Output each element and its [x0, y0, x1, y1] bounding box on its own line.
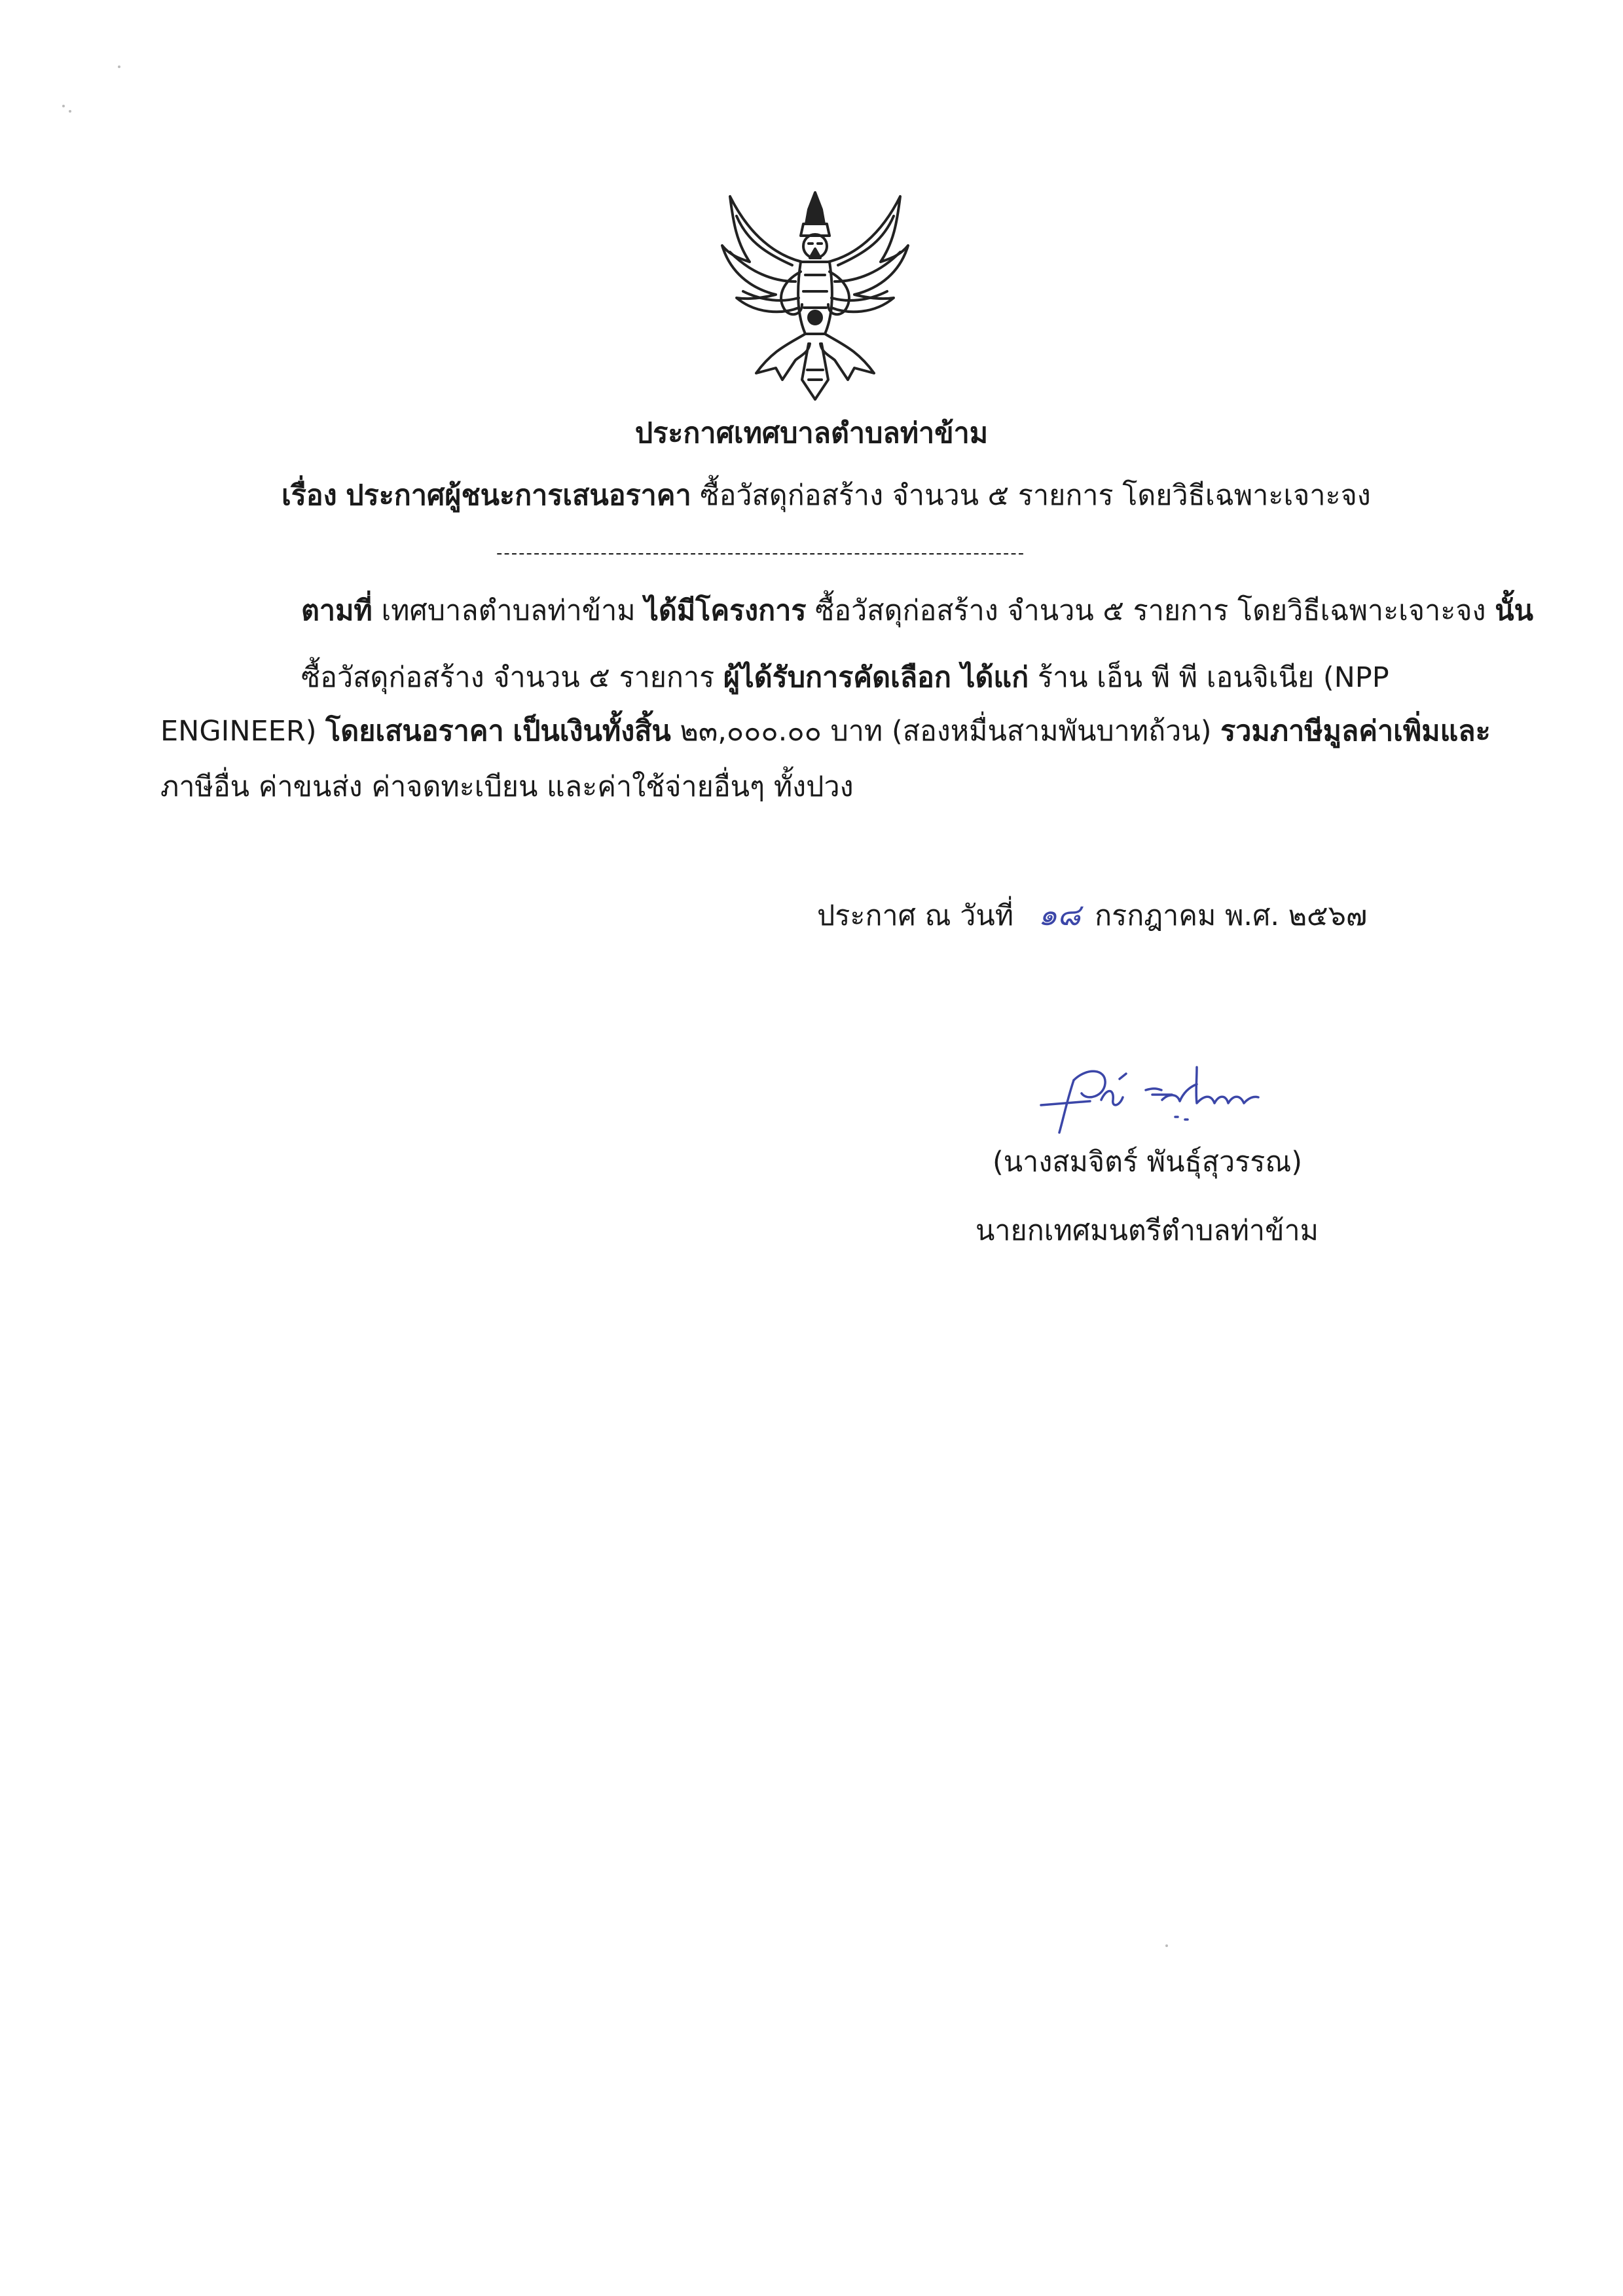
p3-a: ENGINEER): [160, 715, 317, 748]
p2-b: ผู้ได้รับการคัดเลือก ได้แก่: [723, 661, 1029, 694]
date-day-handwritten: ๑๘: [1038, 897, 1081, 932]
date-month-year: กรกฎาคม พ.ศ. ๒๕๖๗: [1095, 900, 1368, 932]
divider-line: -----------------------------------------------------------------------: [496, 543, 1026, 563]
signer-position: นายกเทศมนตรีตำบลท่าข้าม: [976, 1214, 1319, 1247]
scan-speck: [62, 105, 65, 107]
scan-speck: [69, 110, 71, 113]
p3-d: ๒๓,๐๐๐.๐๐ บาท (สองหมื่นสามพันบาทถ้วน): [680, 715, 1212, 748]
garuda-emblem: [710, 183, 920, 403]
p1-b: เทศบาลตำบลท่าข้าม: [381, 594, 636, 627]
p3-b: โดยเสนอราคา: [325, 715, 504, 748]
date-prefix: ประกาศ ณ วันที่: [817, 900, 1014, 932]
scan-speck: [1165, 1944, 1168, 1947]
signer-name: (นางสมจิตร์ พันธุ์สุวรรณ): [993, 1146, 1303, 1178]
subject-rest: ซื้อวัสดุก่อสร้าง จำนวน ๕ รายการ โดยวิธีเฉพาะเจาะจง: [700, 479, 1371, 512]
p2-a: ซื้อวัสดุก่อสร้าง จำนวน ๕ รายการ: [301, 661, 715, 694]
p1-a: ตามที่: [301, 594, 373, 627]
subject-line: [282, 476, 1371, 515]
paragraph-line-2: [301, 658, 1389, 697]
p3-c: เป็นเงินทั้งสิ้น: [513, 715, 671, 748]
subject-bold: ประกาศผู้ชนะการเสนอราคา: [346, 479, 691, 512]
p3-e: รวมภาษีมูลค่าเพิ่มและ: [1220, 715, 1491, 748]
announcement-title: ประกาศเทศบาลตำบลท่าข้าม: [634, 417, 989, 450]
subject-label: เรื่อง: [282, 479, 337, 512]
p2-c: ร้าน เอ็น พี พี เอนจิเนีย (NPP: [1037, 661, 1389, 694]
paragraph-line-1: [301, 591, 1533, 630]
scan-speck: [118, 65, 120, 68]
paragraph-line-3: [160, 712, 1491, 751]
signature-scribble: [1028, 1054, 1264, 1139]
announcement-date: [817, 895, 1367, 936]
p1-c: ได้มีโครงการ: [644, 594, 807, 627]
p1-e: นั้น: [1495, 594, 1533, 627]
p1-d: ซื้อวัสดุก่อสร้าง จำนวน ๕ รายการ โดยวิธีเฉพาะเจาะจง: [815, 594, 1486, 627]
paragraph-line-4: ภาษีอื่น ค่าขนส่ง ค่าจดทะเบียน และค่าใช้จ่ายอื่นๆ ทั้งปวง: [160, 771, 854, 803]
